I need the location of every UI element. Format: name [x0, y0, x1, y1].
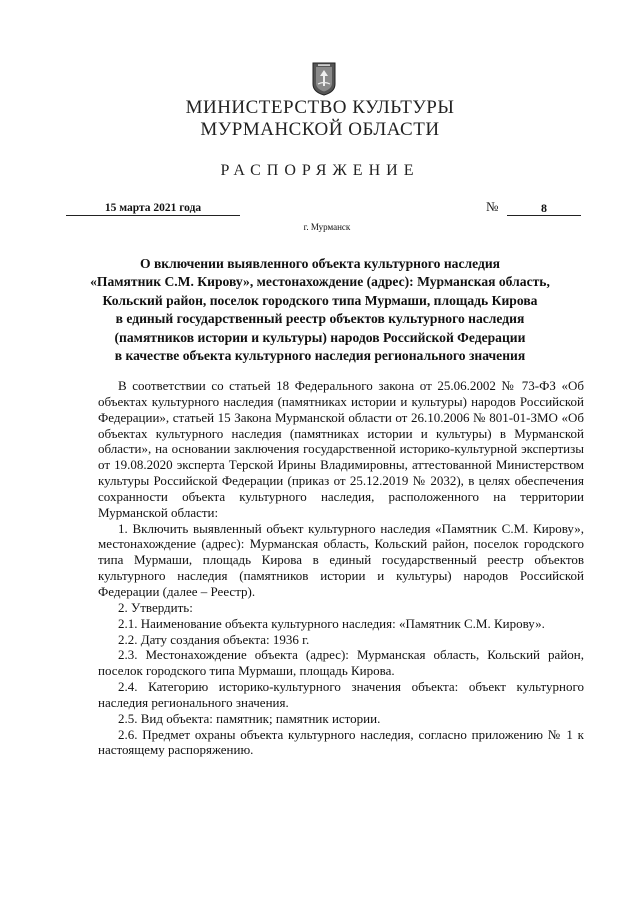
document-title — [60, 255, 580, 365]
title-line: «Памятник С.М. Кирову», местонахождение (адрес): Мурманская область, — [90, 274, 550, 290]
document-number: 8 — [507, 201, 581, 216]
ministry-name-line2: МУРМАНСКОЙ ОБЛАСТИ — [200, 119, 440, 140]
title-line: (памятников истории и культуры) народов Российской Федерации — [114, 329, 526, 345]
item-2-paragraph: 2. Утвердить: — [118, 599, 193, 615]
item-2-1-paragraph: 2.1. Наименование объекта культурного наследия: «Памятник С.М. Кирову». — [118, 615, 545, 631]
item-2-6-paragraph: 2.6. Предмет охраны объекта культурного наследия, согласно приложению № 1 к настоящему распоряжению. — [98, 726, 584, 758]
item-2-3-paragraph: 2.3. Местонахождение объекта (адрес): Мурманская область, Кольский район, поселок городского типа Мурмаши, площадь Кирова. — [98, 647, 584, 679]
title-line: в единый государственный реестр объектов культурного наследия — [115, 311, 525, 327]
preamble-paragraph: В соответствии со статьей 18 Федерального закона от 25.06.2002 № 73-ФЗ «Об объектах культурного наследия (памятниках истории и культуры) народов Российской Федерации», статьей 15 Закона Мурманской области от 26.10.2006 № 801-01-ЗМО «Об объектах культурного наследия (памятниках истории и культуры) в Мурманской области», на основании заключения государственной историко-культурной экспертизы от 19.08.2020 эксперта Терской Ирины Владимировны, аттестованной Министерством культуры Российской Федерации (приказ от 25.12.2019 № 2032), в целях обеспечения сохранности объекта культурного наследия, расположенного на территории Мурманской области: — [98, 378, 584, 520]
document-type: РАСПОРЯЖЕНИЕ — [220, 162, 420, 179]
item-2-4-paragraph: 2.4. Категорию историко-культурного значения объекта: объект культурного наследия регионального значения. — [98, 679, 584, 710]
title-line: Кольский район, поселок городского типа Мурмаши, площадь Кирова — [102, 292, 538, 308]
item-2-2-paragraph: 2.2. Дату создания объекта: 1936 г. — [118, 631, 310, 647]
coat-of-arms-icon — [312, 62, 336, 96]
item-2-5-paragraph: 2.5. Вид объекта: памятник; памятник истории. — [118, 710, 381, 726]
document-date: 15 марта 2021 года — [66, 201, 240, 216]
ministry-name-line1: МИНИСТЕРСТВО КУЛЬТУРЫ — [185, 97, 455, 118]
document-body — [98, 378, 584, 758]
title-line: в качестве объекта культурного наследия регионального значения — [114, 348, 526, 364]
document-city: г. Мурманск — [303, 222, 351, 232]
number-label: № — [486, 199, 499, 214]
item-1-paragraph: 1. Включить выявленный объект культурного наследия «Памятник С.М. Кирову», местонахождение (адрес): Мурманская область, Кольский район, поселок городского типа Мурмаши, площадь Кирова в единый государственный реестр объектов культурного наследия (памятников истории и культуры) народов Российской Федерации (далее – Реестр). — [98, 520, 584, 599]
title-line: О включении выявленного объекта культурного наследия — [139, 256, 501, 271]
